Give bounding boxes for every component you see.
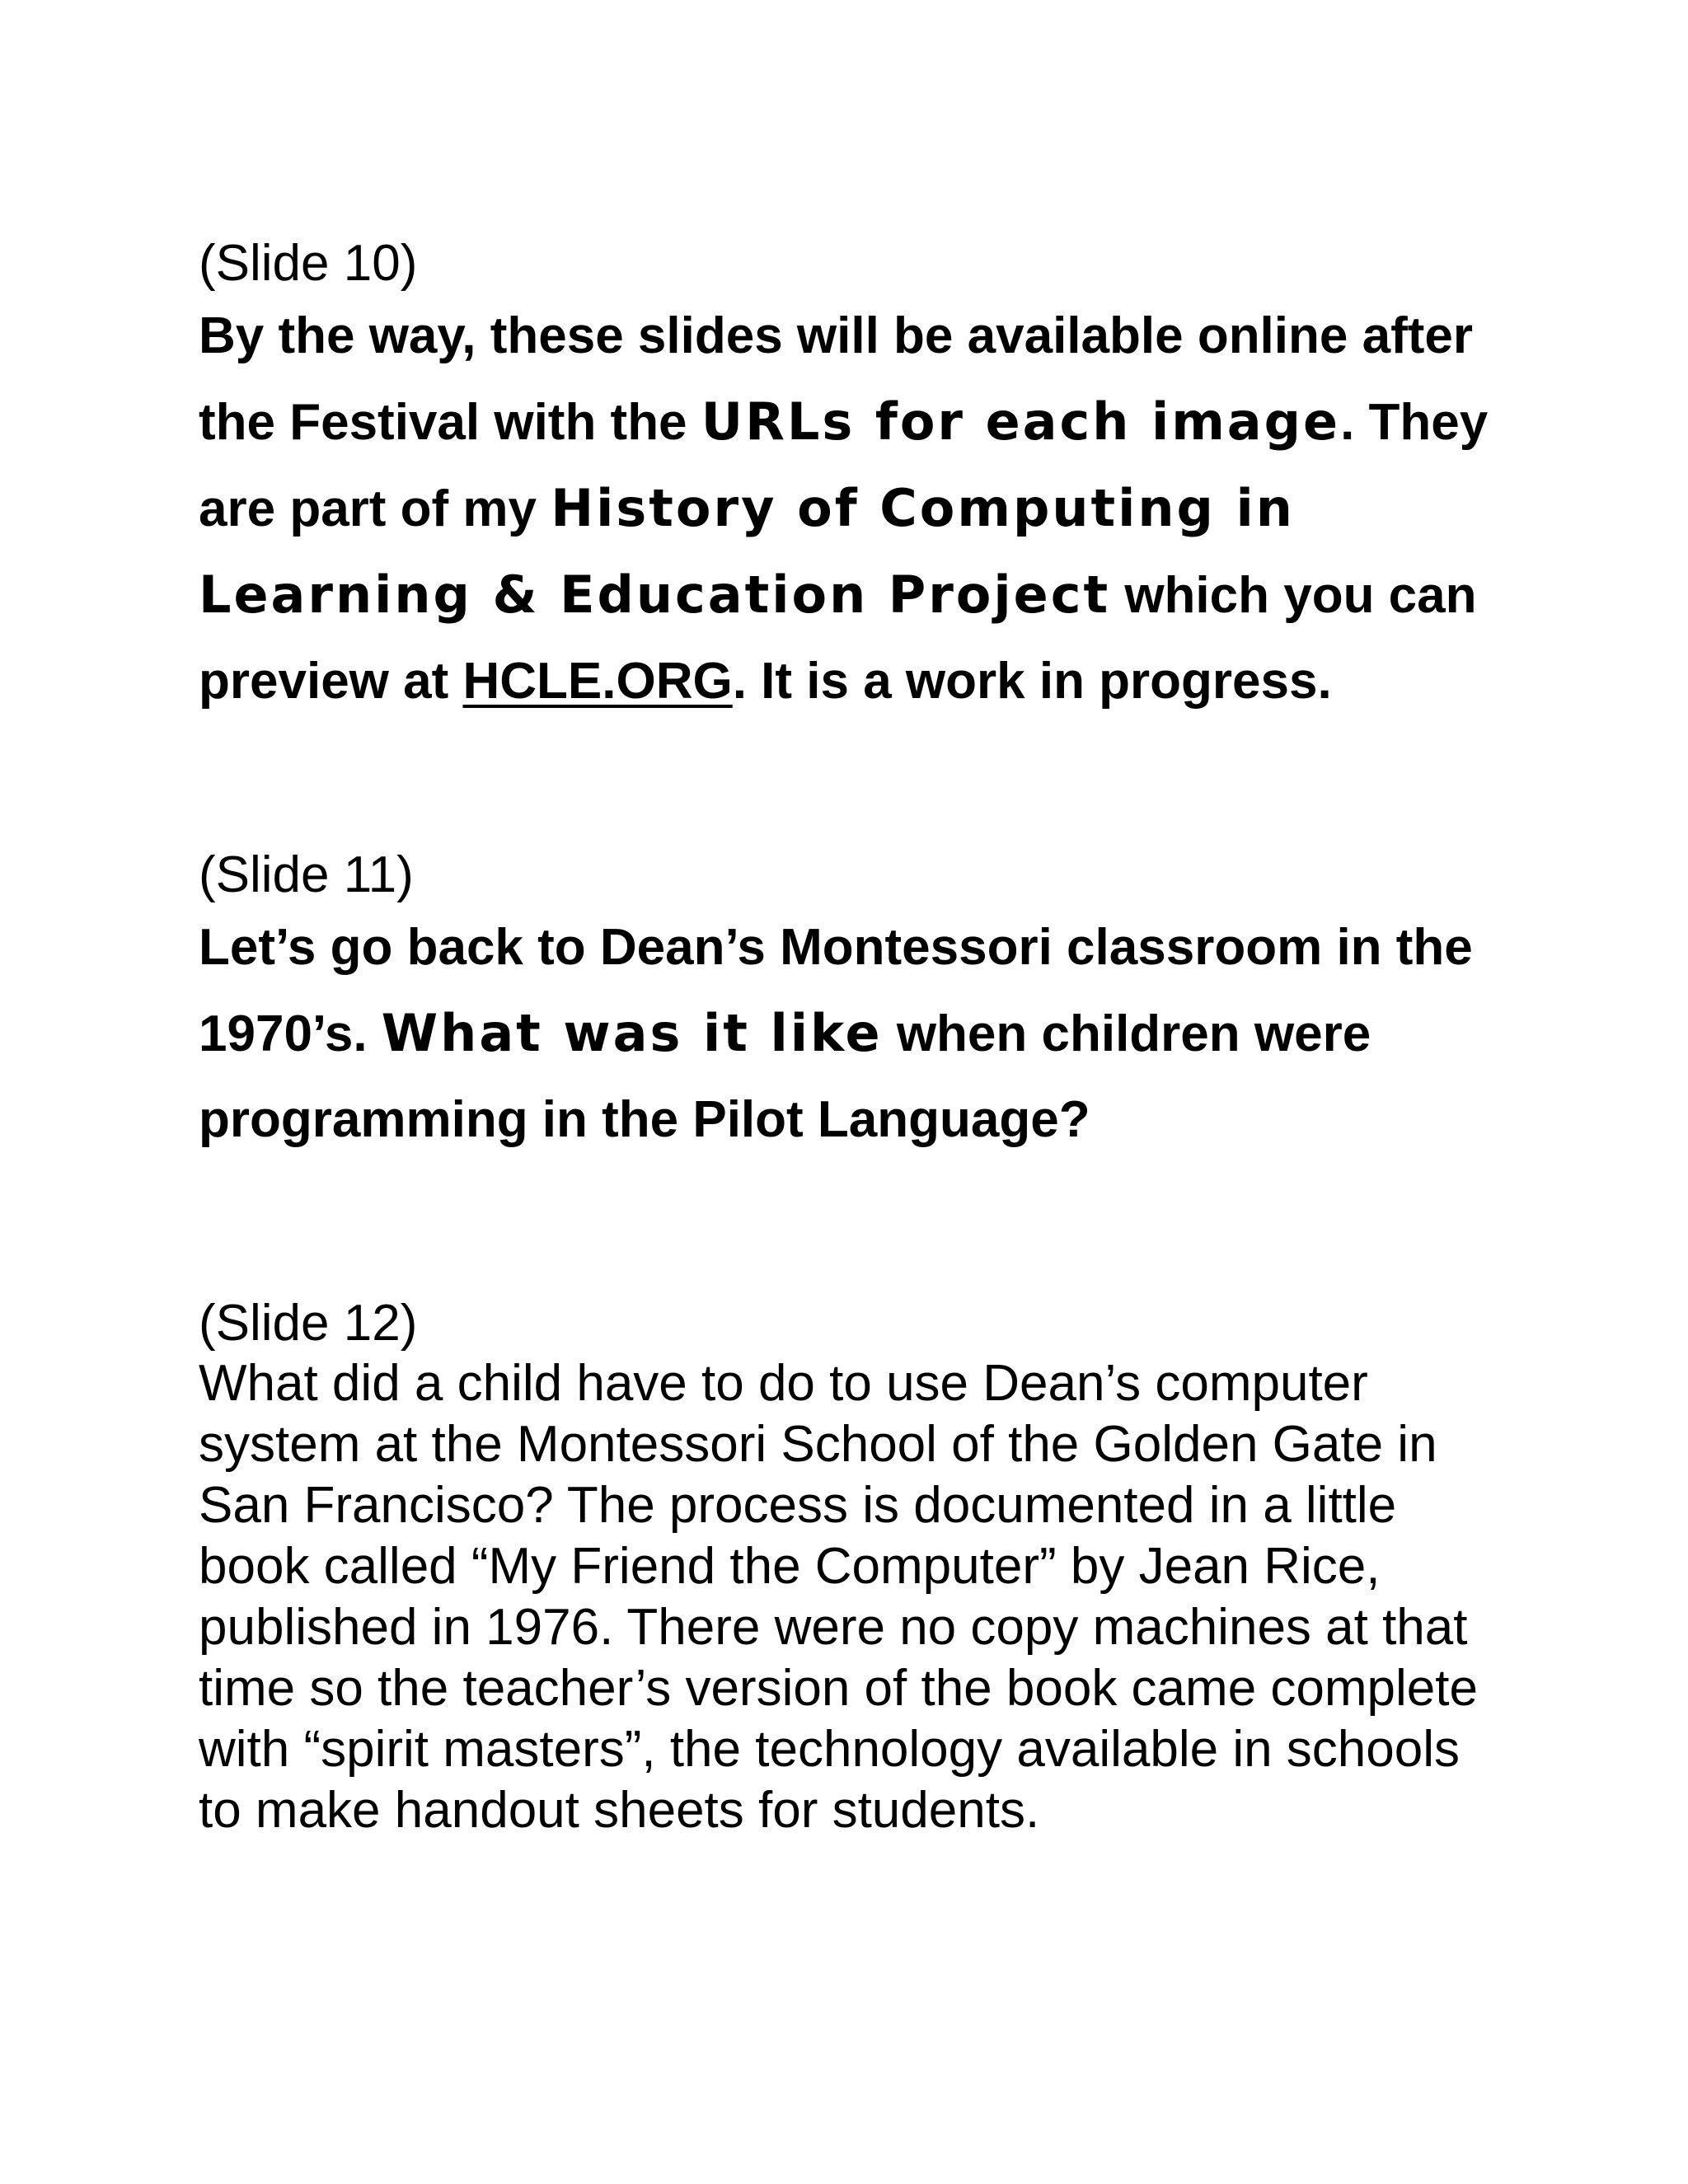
slide-10-text-6: . It is a work in progress.	[732, 653, 1332, 710]
slide-10-text-3: . They are part of my	[199, 394, 1489, 537]
slide-10-label: (Slide 10)	[199, 235, 418, 292]
slide-10-section	[199, 234, 1501, 724]
slide-10-text-1: By the way, these slides will be available online after the Festival with the	[199, 307, 1473, 451]
slide-10-paragraph	[199, 293, 1501, 724]
slide-11-section	[199, 846, 1501, 1163]
slide-11-paragraph	[199, 905, 1501, 1163]
slide-11-question-emphasis: What was it like	[381, 1003, 883, 1063]
slide-12-label: (Slide 12)	[199, 1295, 418, 1352]
hcle-org-link[interactable]: HCLE.ORG	[462, 653, 733, 710]
slide-12-section	[199, 1294, 1501, 1841]
slide-12-paragraph: What did a child have to do to use Dean’s computer system at the Montessori School of the Golden Gate in San Francisco? The process is documented in a little book called “My Friend the Computer” by Jean Rice, published in 1976. There were no copy machines at that time so the teacher’s version of the book came complete with “spirit masters”, the technology available in schools to make handout sheets for students.	[199, 1355, 1478, 1839]
slide-10-text-5: which you can preview at	[199, 567, 1477, 710]
slide-11-label: (Slide 11)	[199, 846, 414, 903]
slide-11-text-3: when children were programming in the Pilot Language?	[199, 1005, 1372, 1148]
slide-10-project-emphasis: History of Computing in Learning & Education Project	[199, 478, 1295, 625]
slide-10-urls-emphasis: URLs for each image	[701, 391, 1341, 452]
slide-11-text-1: Let’s go back to Dean’s Montessori classroom in the 1970’s.	[199, 919, 1473, 1062]
